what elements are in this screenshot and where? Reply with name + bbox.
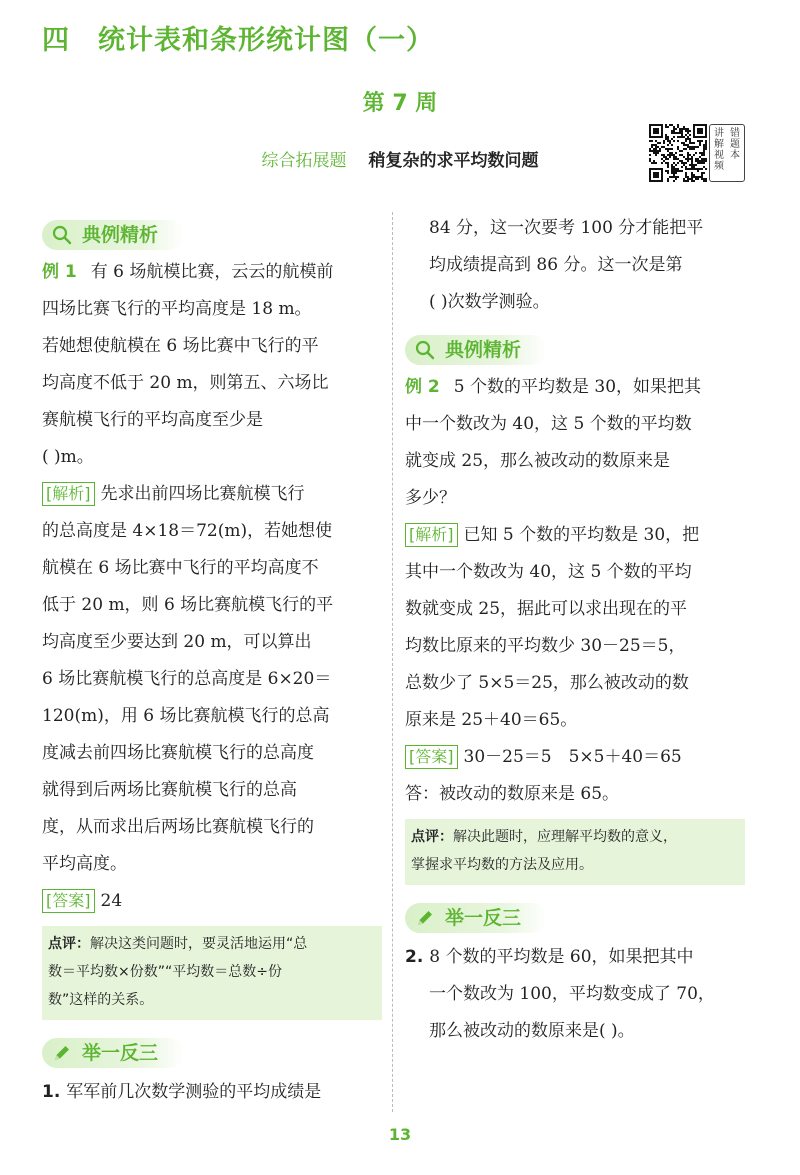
analysis-line: 6 场比赛航模飞行的总高度是 6×20＝ [42, 669, 332, 689]
column-divider [392, 212, 393, 1112]
qr-code-icon[interactable] [649, 124, 707, 182]
section-header-practice [42, 1038, 184, 1068]
analysis-line: 原来是 25＋40＝65。 [405, 710, 578, 730]
analysis-line: 数就变成 25，据此可以求出现在的平 [405, 599, 688, 619]
analysis-line: 总数少了 5×5＝25，那么被改动的数 [405, 673, 689, 693]
example-2-line: 就变成 25，那么被改动的数原来是 [405, 451, 671, 471]
page-number: 13 [388, 1125, 412, 1144]
qr-tag [709, 124, 745, 182]
analysis-line: 的总高度是 4×18＝72(m)，若她想使 [42, 521, 333, 541]
comment-label: 点评： [411, 829, 453, 845]
example-2-label: 例 2 [405, 377, 440, 397]
chapter-title [42, 18, 434, 57]
example-1-line: 均高度不低于 20 m，则第五、六场比 [42, 373, 329, 393]
qr-tag-errorbook-text: 错题本 [730, 128, 740, 161]
comment-box [42, 926, 382, 1020]
section-title: 典例精析 [445, 339, 522, 361]
comment-label: 点评： [48, 936, 90, 952]
search-icon [415, 340, 435, 360]
analysis-tag: [解析] [42, 482, 95, 506]
example-1-line: 若她想使航模在 6 场比赛中飞行的平 [42, 336, 319, 356]
section-header-example [405, 335, 547, 365]
analysis-line: 度，从而求出后两场比赛航模飞行的 [42, 817, 314, 837]
comment-line: 点评：解决此题时，应理解平均数的意义， [411, 829, 677, 845]
section-title: 举一反三 [82, 1042, 159, 1064]
question-1-continuation [405, 210, 745, 321]
analysis-line: 其中一个数改为 40，这 5 个数的平均 [405, 562, 692, 582]
analysis-line: 平均高度。 [42, 854, 127, 874]
answer-sentence: 答：被改动的数原来是 65。 [405, 784, 620, 804]
answer-tag: [答案] [405, 745, 458, 769]
question-2-continuation [405, 976, 745, 1050]
question-1-number: 1. [42, 1082, 61, 1102]
section-title: 典例精析 [82, 224, 159, 246]
left-column [42, 210, 382, 1111]
analysis-line: 航模在 6 场比赛中飞行的平均高度不 [42, 558, 319, 578]
question-2-line: 2. 8 个数的平均数是 60，如果把其中 [405, 947, 694, 967]
question-1-line: 1. 军军前几次数学测验的平均成绩是 [42, 1082, 322, 1102]
example-1-label: 例 1 [42, 262, 77, 282]
question-2-line: 那么被改动的数原来是( )。 [429, 1021, 635, 1041]
section-header-practice [405, 903, 547, 933]
search-icon [52, 225, 72, 245]
chapter-number: 四 [42, 25, 70, 56]
analysis-line: 均高度至少要达到 20 m，可以算出 [42, 632, 312, 652]
example-1-line: 赛航模飞行的平均高度至少是 [42, 410, 263, 430]
question-1-line: ( )次数学测验。 [429, 292, 550, 312]
example-2-line: 例 2 5 个数的平均数是 30，如果把其 [405, 377, 702, 397]
section-header-example [42, 220, 184, 250]
week-title: 第 7 周 [362, 91, 438, 116]
analysis-line: [解析] 先求出前四场比赛航模飞行 [42, 476, 382, 513]
answer-tag: [答案] [42, 889, 95, 913]
section-title: 举一反三 [445, 907, 522, 929]
comment-box [405, 819, 745, 885]
analysis-line: 就得到后两场比赛航模飞行的总高 [42, 780, 297, 800]
question-2-number: 2. [405, 947, 424, 967]
analysis-line: 低于 20 m，则 6 场比赛航模飞行的平 [42, 595, 334, 615]
analysis-line: [解析] 已知 5 个数的平均数是 30，把 [405, 517, 745, 554]
analysis-line: 120(m)，用 6 场比赛航模飞行的总高 [42, 706, 330, 726]
analysis-tag: [解析] [405, 523, 458, 547]
answer-line [405, 739, 745, 776]
right-column [405, 210, 745, 1050]
question-2-line: 一个数改为 100，平均数变成了 70， [429, 984, 715, 1004]
chapter-name: 统计表和条形统计图（一） [98, 25, 434, 56]
pencil-icon [52, 1043, 72, 1063]
comment-line: 数＝平均数×份数”“平均数＝总数÷份 [48, 964, 282, 980]
topic-label: 稍复杂的求平均数问题 [368, 151, 539, 171]
qr-tag-video-text: 讲解视频 [714, 128, 724, 172]
qr-block[interactable] [649, 124, 745, 182]
example-1-line: 例 1 有 6 场航模比赛，云云的航模前 [42, 262, 334, 282]
answer-value: 30－25＝5 5×5＋40＝65 [463, 747, 682, 767]
answer-value: 24 [100, 891, 123, 911]
example-1-line: ( )m。 [42, 447, 94, 467]
analysis-line: 均数比原来的平均数少 30－25＝5， [405, 636, 686, 656]
question-1-line: 均成绩提高到 86 分。这一次是第 [429, 255, 683, 275]
comment-line: 掌握求平均数的方法及应用。 [411, 857, 593, 873]
category-label: 综合拓展题 [261, 151, 347, 171]
example-1-line: 四场比赛飞行的平均高度是 18 m。 [42, 299, 312, 319]
comment-line: 点评：解决这类问题时，要灵活地运用“总 [48, 936, 308, 952]
comment-line: 数”这样的关系。 [48, 992, 154, 1008]
pencil-icon [415, 908, 435, 928]
question-1-line: 84 分，这一次要考 100 分才能把平 [429, 218, 704, 238]
example-2-line: 中一个数改为 40，这 5 个数的平均数 [405, 414, 692, 434]
analysis-line: 度减去前四场比赛航模飞行的总高度 [42, 743, 314, 763]
answer-line [42, 883, 382, 920]
example-2-line: 多少？ [405, 488, 456, 508]
